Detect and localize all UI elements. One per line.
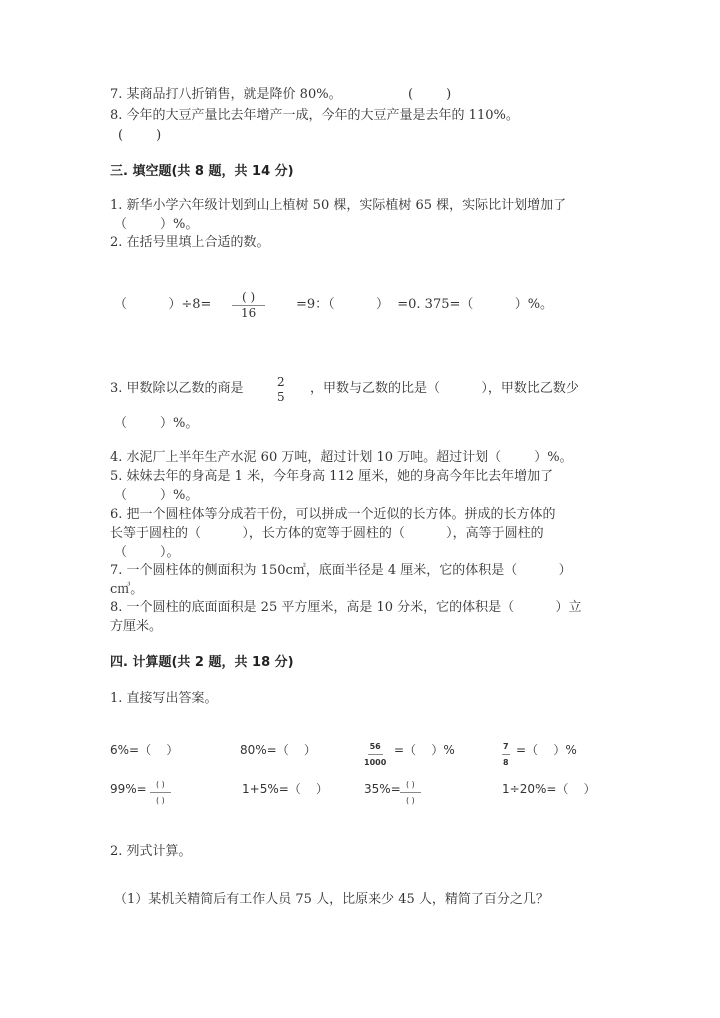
calc-item[interactable]: 6%=（ ） [110,743,179,757]
answer-blank[interactable]: （ ）。 [114,545,180,560]
section-heading-calculation: 四. 计算题(共 2 题，共 18 分) [110,655,294,670]
question-true-false-8: 8. 今年的大豆产量比去年增产一成，今年的大豆产量是去年的 110%。 [110,108,519,123]
word-problem-1: （1）某机关精简后有工作人员 75 人，比原来少 45 人，精简了百分之几？ [114,892,549,907]
numerator: ( ) [400,777,421,793]
numerator: 7 [502,739,510,755]
fraction-blank-over-16[interactable] [232,290,265,321]
question-3-cont: ，甲数与乙数的比是（ ），甲数比乙数少 [310,381,579,396]
question-7: 7. 一个圆柱体的侧面积为 150c㎡，底面半径是 4 厘米，它的体积是（ ） [110,563,572,578]
question-4: 4. 水泥厂上半年生产水泥 60 万吨，超过计划 10 万吨。超过计划（ ）%。 [110,450,573,465]
equation-part-a: （ ）÷8= [114,297,212,312]
section-heading-fill-in: 三. 填空题(共 8 题，共 14 分) [110,164,294,179]
calc-item[interactable]: 80%=（ ） [240,743,316,757]
denominator: 16 [240,306,257,320]
fraction-56-1000 [364,739,386,770]
answer-blank[interactable]: （ ）%。 [114,217,199,232]
calc-item[interactable]: =（ ）% [394,743,455,757]
calc-item[interactable]: 1+5%=（ ） [242,782,329,796]
question-3: 3. 甲数除以乙数的商是 [110,381,244,396]
calc-item: 35%= [364,782,401,796]
answer-blank[interactable]: （ ）%。 [114,488,199,503]
calc-item[interactable]: =（ ）% [516,743,577,757]
answer-blank[interactable]: ( ) [118,128,162,143]
question-8-cont: 方厘米。 [110,619,163,634]
answer-blank[interactable]: ( ) [408,87,452,102]
question-7-unit: c㎥。 [110,582,144,597]
fraction-7-8 [502,739,510,770]
numerator: 2 [277,375,285,389]
denominator: ( ) [406,796,415,805]
calc-item[interactable]: 1÷20%=（ ） [502,782,596,796]
question-5: 5. 妹妹去年的身高是 1 米，今年身高 112 厘米，她的身高今年比去年增加了 [110,469,554,484]
numerator: ( ) [150,777,171,793]
denominator: ( ) [156,796,165,805]
calc-question-1: 1. 直接写出答案。 [110,691,218,706]
fraction-blank[interactable] [150,777,171,808]
question-6-line2: 长等于圆柱的（ ），长方体的宽等于圆柱的（ ），高等于圆柱的 [110,526,544,541]
equation-part-b: =9：（ ） =0. 375=（ ）%。 [296,297,554,312]
answer-blank[interactable]: （ ）%。 [114,416,199,431]
denominator: 5 [277,390,285,404]
denominator: 8 [503,758,509,767]
question-8: 8. 一个圆柱的底面面积是 25 平方厘米，高是 10 分米，它的体积是（ ）立 [110,600,582,615]
calc-item: 99%= [110,782,147,796]
question-1: 1. 新华小学六年级计划到山上植树 50 棵，实际植树 65 棵，实际比计划增加了 [110,198,567,213]
question-text: 7. 某商品打八折销售，就是降价 80%。 [110,87,342,102]
calc-question-2: 2. 列式计算。 [110,844,192,859]
question-6: 6. 把一个圆柱体等分成若干份，可以拼成一个近似的长方体。拼成的长方体的 [110,507,556,522]
denominator: 1000 [364,758,387,767]
fraction-2-5 [273,375,289,405]
numerator: 56 [368,739,383,755]
fraction-blank[interactable] [400,777,421,808]
question-2: 2. 在括号里填上合适的数。 [110,235,270,250]
numerator: ( ) [232,290,265,306]
